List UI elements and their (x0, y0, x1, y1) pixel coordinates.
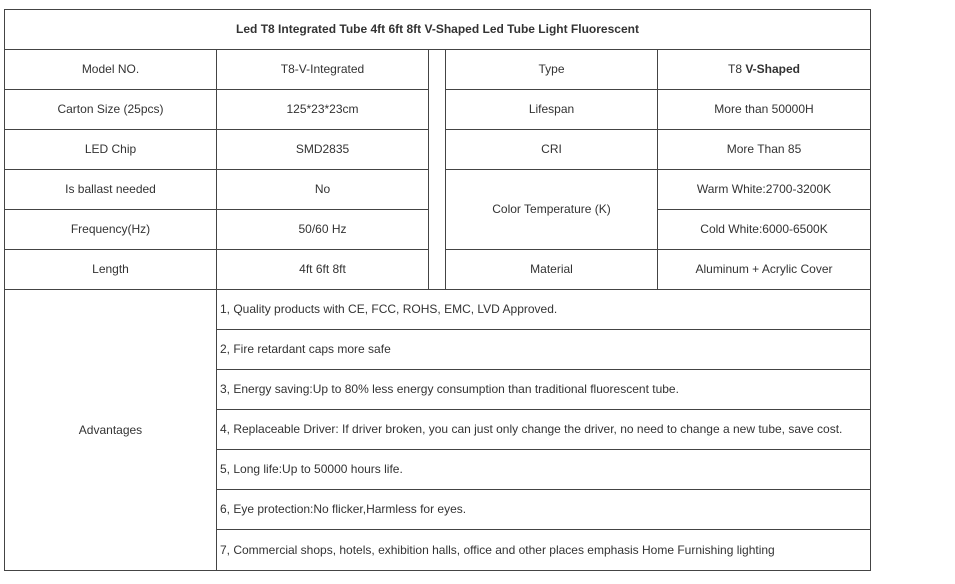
ballast-value: No (314, 182, 331, 197)
cri-value: More Than 85 (726, 142, 802, 157)
color-temperature-label: Color Temperature (K) (492, 202, 611, 217)
led-chip-label: LED Chip (84, 142, 137, 157)
advantage-item: 3, Energy saving:Up to 80% less energy consumption than traditional fluorescent tube. (220, 382, 679, 397)
table-title: Led T8 Integrated Tube 4ft 6ft 8ft V-Shaped Led Tube Light Fluorescent (236, 22, 639, 37)
model-no-value: T8-V-Integrated (280, 62, 365, 77)
led-chip-value: SMD2835 (295, 142, 350, 157)
advantage-item: 6, Eye protection:No flicker,Harmless for eyes. (220, 502, 467, 517)
ballast-label: Is ballast needed (65, 182, 156, 197)
color-temperature-cold: Cold White:6000-6500K (700, 222, 828, 237)
frequency-value: 50/60 Hz (298, 222, 347, 237)
length-value: 4ft 6ft 8ft (299, 262, 346, 277)
carton-size-label: Carton Size (25pcs) (57, 102, 164, 117)
advantage-item: 5, Long life:Up to 50000 hours life. (220, 462, 403, 477)
border-right (870, 9, 871, 571)
carton-size-value: 125*23*23cm (286, 102, 359, 117)
advantage-item: 4, Replaceable Driver: If driver broken, you can just only change the driver, no need to change a new tube, save cost. (220, 422, 843, 437)
type-label: Type (538, 62, 565, 77)
length-label: Length (92, 262, 129, 277)
advantage-item: 2, Fire retardant caps more safe (220, 342, 391, 357)
border-bottom (4, 570, 871, 571)
advantage-item: 1, Quality products with CE, FCC, ROHS, EMC, LVD Approved. (220, 302, 558, 317)
lifespan-value: More than 50000H (714, 102, 814, 117)
model-no-label: Model NO. (81, 62, 140, 77)
type-value-bold: V-Shaped (745, 62, 801, 77)
rule-col-2 (428, 49, 429, 290)
material-value: Aluminum + Acrylic Cover (695, 262, 833, 277)
type-value-prefix: T8 (727, 62, 746, 77)
advantages-label: Advantages (78, 422, 143, 437)
frequency-label: Frequency(Hz) (70, 222, 151, 237)
advantage-item: 7, Commercial shops, hotels, exhibition halls, office and other places emphasis Home Furnishing lighting (220, 542, 775, 557)
color-temperature-warm: Warm White:2700-3200K (696, 182, 832, 197)
cri-label: CRI (541, 142, 562, 157)
material-label: Material (530, 262, 573, 277)
lifespan-label: Lifespan (528, 102, 575, 117)
type-value (658, 50, 870, 89)
